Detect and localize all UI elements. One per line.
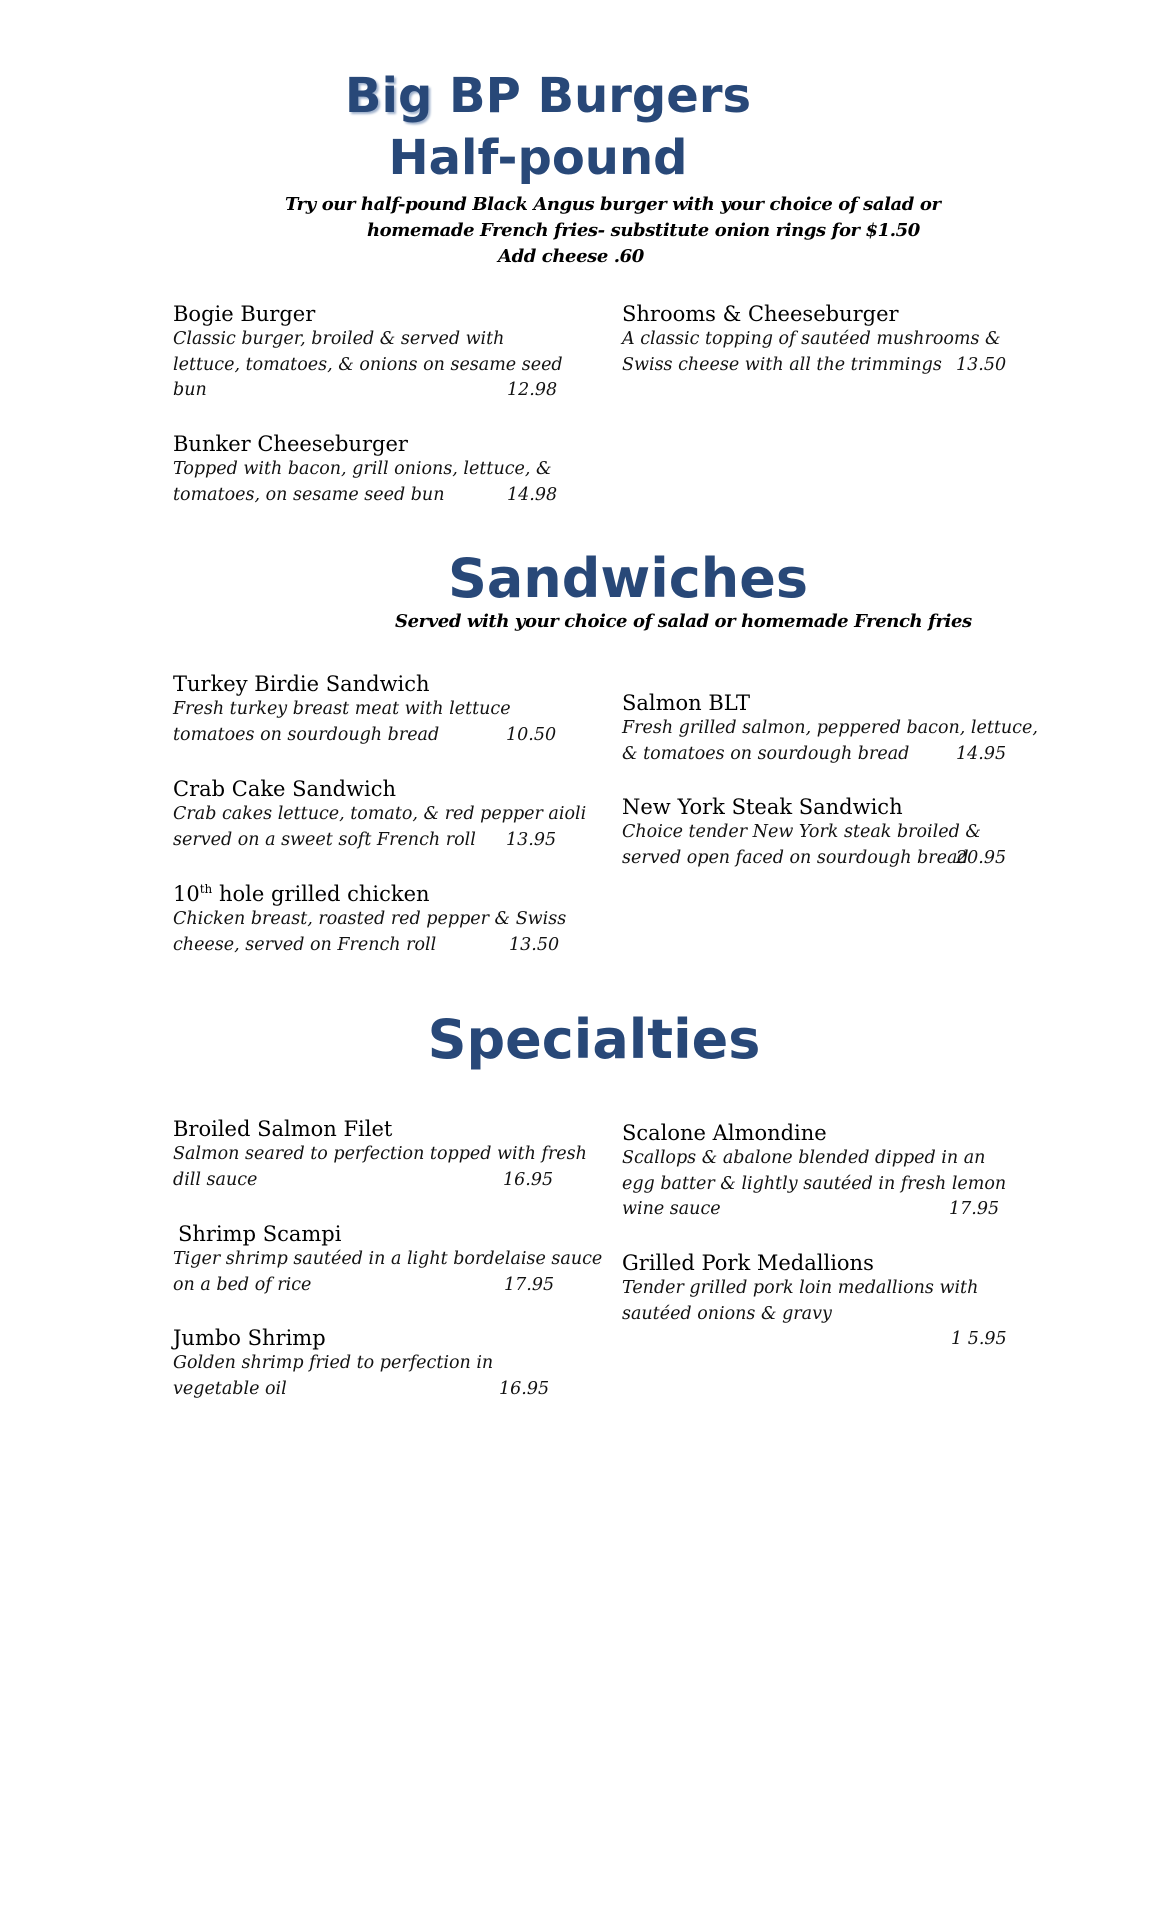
menu-item	[173, 301, 563, 404]
item-price: 14.98	[507, 484, 558, 505]
desc-line	[173, 828, 586, 854]
desc-line	[173, 378, 563, 404]
desc-text: cheese, served on French roll	[173, 934, 437, 955]
item-name: Salmon BLT	[622, 691, 751, 715]
desc-line: sautéed onions & gravy	[622, 1303, 832, 1324]
item-price: 17.95	[949, 1199, 1000, 1219]
item-price: 14.95	[956, 743, 1007, 764]
desc-line: lettuce, tomatoes, & onions on sesame seed	[173, 354, 563, 375]
burgers-subtitle: Half-pound	[388, 130, 688, 186]
menu-item	[173, 881, 566, 958]
menu-item	[173, 1116, 587, 1193]
desc-line: Crab cakes lettuce, tomato, & red pepper aioli	[173, 804, 587, 824]
item-price: 13.95	[506, 829, 557, 850]
desc-line	[173, 1377, 550, 1403]
menu-item	[622, 301, 1007, 378]
item-name: Turkey Birdie Sandwich	[173, 672, 430, 696]
desc-line: Choice tender New York steak broiled &	[622, 822, 981, 842]
item-description	[622, 1146, 1006, 1223]
sandwiches-intro: Served with your choice of salad or homemade French fries	[395, 611, 972, 632]
menu-item	[173, 1221, 602, 1298]
desc-line: A classic topping of sautéed mushrooms &	[622, 329, 1001, 349]
item-description	[173, 327, 563, 404]
sandwiches-title: Sandwiches	[447, 547, 809, 610]
item-name: Bogie Burger	[173, 302, 316, 326]
item-price: 17.95	[504, 1274, 555, 1295]
desc-line: Tiger shrimp sautéed in a light bordelaise sauce	[173, 1249, 603, 1269]
item-description	[173, 907, 566, 958]
desc-line	[622, 846, 1007, 872]
item-name: Grilled Pork Medallions	[622, 1251, 874, 1275]
desc-line: Salmon seared to perfection topped with fresh	[173, 1144, 587, 1164]
item-description	[622, 1276, 1007, 1353]
desc-line: Chicken breast, roasted red pepper & Swiss	[173, 909, 567, 929]
item-price: 16.95	[499, 1378, 550, 1399]
desc-text: wine sauce	[622, 1199, 721, 1219]
item-name: Jumbo Shrimp	[173, 1326, 326, 1350]
item-price: 13.50	[956, 354, 1007, 375]
item-description	[173, 802, 586, 853]
desc-line	[622, 353, 1007, 379]
item-name: New York Steak Sandwich	[622, 795, 903, 819]
desc-text: tomatoes on sourdough bread	[173, 724, 440, 745]
burgers-title-rest: BP Burgers	[432, 68, 752, 124]
name-text: hole grilled chicken	[212, 882, 430, 906]
desc-text: vegetable oil	[173, 1378, 287, 1399]
desc-text: dill sauce	[173, 1169, 258, 1190]
desc-line	[173, 723, 557, 749]
desc-line	[173, 933, 566, 959]
item-price: 10.50	[506, 724, 557, 745]
desc-text: bun	[173, 380, 207, 400]
desc-text: Swiss cheese with all the trimmings	[622, 354, 942, 375]
menu-item	[173, 1325, 550, 1402]
item-name: Bunker Cheeseburger	[173, 432, 408, 456]
burgers-title-big: Big	[344, 68, 433, 124]
menu-item	[173, 431, 558, 508]
item-description	[622, 716, 1038, 767]
desc-line: egg batter & lightly sautéed in fresh lemon	[622, 1173, 1007, 1194]
item-name: Crab Cake Sandwich	[173, 777, 397, 801]
item-price: 1 5.95	[951, 1329, 1007, 1349]
menu-item	[622, 1250, 1007, 1353]
desc-line: Scallops & abalone blended dipped in an	[622, 1148, 986, 1168]
name-ordinal: th	[199, 882, 213, 896]
desc-line: Fresh grilled salmon, peppered bacon, lettuce,	[622, 718, 1038, 738]
menu-item	[173, 776, 586, 853]
burgers-title	[0, 68, 1166, 124]
burgers-intro-line-1: Try our half-pound Black Angus burger with your choice of salad or	[285, 194, 941, 215]
desc-line: Fresh turkey breast meat with lettuce	[173, 699, 511, 719]
item-name: Broiled Salmon Filet	[173, 1117, 393, 1141]
burgers-intro-line-2: homemade French fries- substitute onion rings for $1.50	[367, 220, 920, 241]
desc-text: served open faced on sourdough bread	[622, 847, 969, 868]
menu-item	[622, 1120, 1006, 1223]
item-description	[173, 1247, 602, 1298]
desc-text: served on a sweet soft French roll	[173, 829, 476, 850]
item-price: 16.95	[503, 1169, 554, 1190]
desc-line: Tender grilled pork loin medallions with	[622, 1278, 979, 1298]
desc-text: tomatoes, on sesame seed bun	[173, 484, 445, 505]
burgers-intro-line-3: Add cheese .60	[498, 246, 644, 267]
name-number: 10	[173, 882, 200, 906]
menu-item	[622, 690, 1038, 767]
specialties-title: Specialties	[427, 1008, 761, 1071]
desc-text: on a bed of rice	[173, 1274, 312, 1295]
desc-line	[173, 1168, 587, 1194]
item-description	[622, 327, 1007, 378]
item-description	[622, 820, 1007, 871]
desc-line	[622, 742, 1038, 768]
menu-item	[622, 794, 1007, 871]
item-description	[173, 457, 558, 508]
desc-line: Golden shrimp fried to perfection in	[173, 1353, 494, 1373]
desc-line	[622, 1197, 1006, 1223]
item-description	[173, 1351, 550, 1402]
item-price: 12.98	[507, 380, 558, 400]
item-price: 20.95	[956, 847, 1007, 868]
desc-line: Topped with bacon, grill onions, lettuce, &	[173, 459, 552, 479]
desc-line	[173, 483, 558, 509]
menu-item	[173, 671, 557, 748]
item-name: Shrimp Scampi	[178, 1222, 342, 1246]
item-name: Scalone Almondine	[622, 1121, 827, 1145]
item-description	[173, 697, 557, 748]
desc-text: & tomatoes on sourdough bread	[622, 743, 910, 764]
item-price: 13.50	[509, 934, 560, 955]
desc-line	[173, 1273, 602, 1299]
item-name: Shrooms & Cheeseburger	[622, 302, 899, 326]
item-name	[173, 881, 566, 907]
desc-line	[622, 1327, 1007, 1353]
item-description	[173, 1142, 587, 1193]
desc-line: Classic burger, broiled & served with	[173, 329, 505, 349]
